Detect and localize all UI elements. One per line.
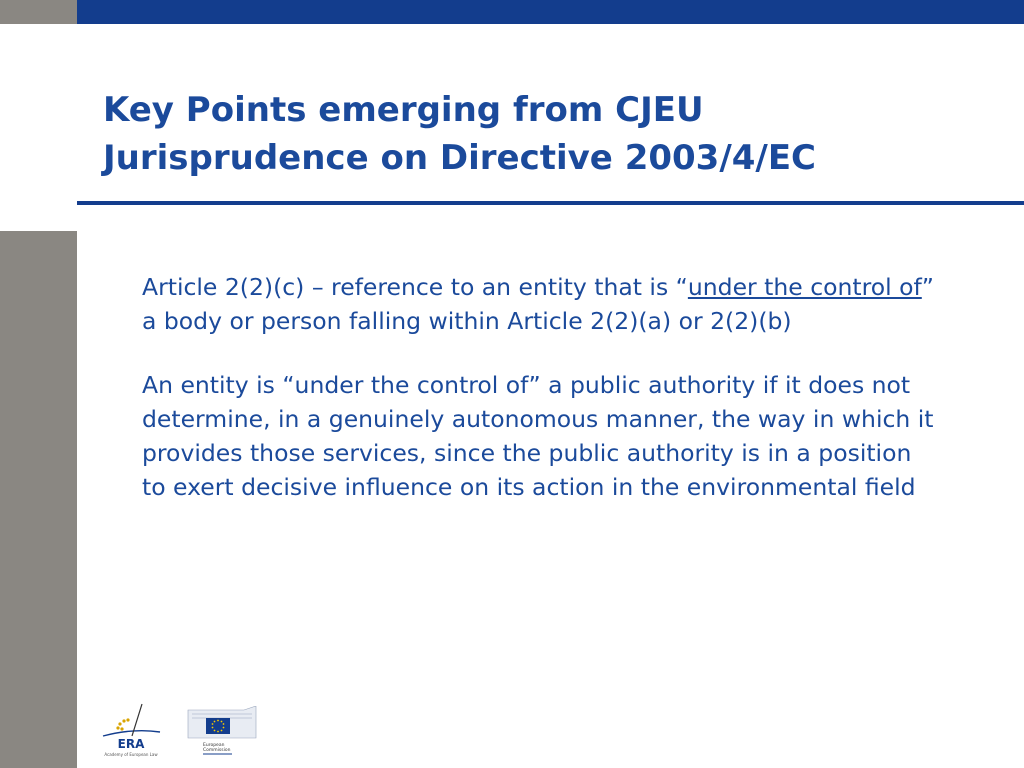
para1-underlined-text: under the control of <box>687 273 922 301</box>
title-divider <box>77 201 1024 205</box>
title-line-1: Key Points emerging from CJEU <box>103 90 704 130</box>
paragraph-control-definition: An entity is “under the control of” a public authority if it does not determine, in a genuinely autonomous manner, the way in which it provides those services, since the public authority is in a position to exert decisive influence on its action in the environmental field <box>142 371 934 501</box>
para1-text-after: ” a body or person falling within Article 2(2)(a) or 2(2)(b) <box>142 273 934 335</box>
header-bar-gray <box>0 0 77 24</box>
era-logo-subtitle: Academy of European Law <box>104 752 158 757</box>
title-line-2: Jurisprudence on Directive 2003/4/EC <box>103 138 817 178</box>
era-logo <box>98 700 168 760</box>
era-logo-text: ERA <box>117 737 145 751</box>
ec-logo-line1: European <box>203 743 225 748</box>
para1-text-before: Article 2(2)(c) – reference to an entity that is “ <box>142 273 688 301</box>
sidebar-bar <box>0 231 77 768</box>
header-bar-blue <box>77 0 1024 24</box>
paragraph-article-2-2-c <box>142 270 942 338</box>
slide-body <box>142 270 942 534</box>
slide-title <box>103 86 983 182</box>
ec-logo-line2: Commission <box>203 748 231 753</box>
european-commission-logo <box>186 706 261 756</box>
footer-logos <box>98 700 268 760</box>
